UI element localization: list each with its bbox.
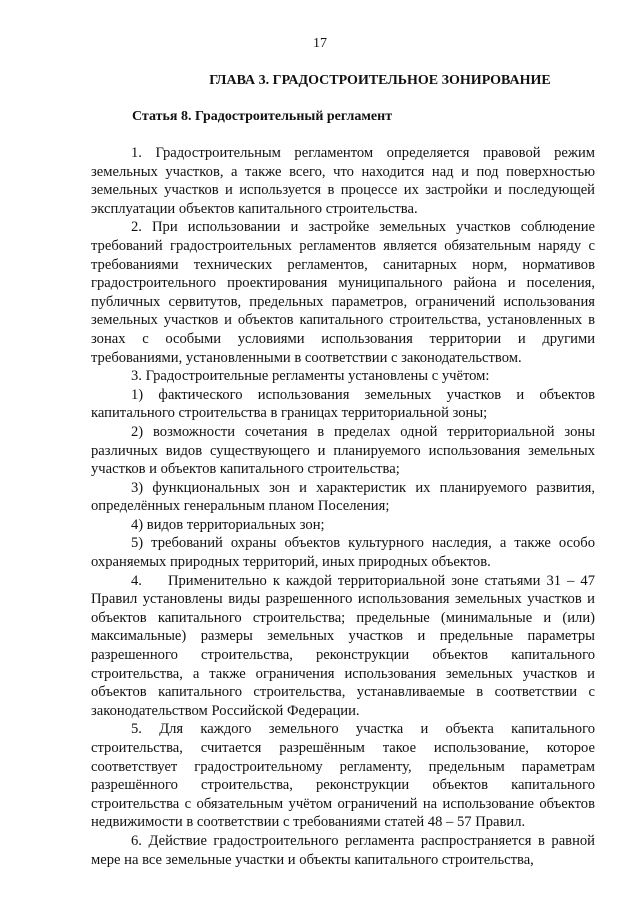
paragraph-5: 5. Для каждого земельного участка и объекта капитального строительства, считается разрешённым такое использование, которое соответствует градостроительному регламенту, предельным параметрам разрешённого строительства, реконструкции объектов капитального строительства с обязательным учётом ограничений на использование объектов недвижимости в соответствии с требованиями статей 48 – 57 Правил. <box>91 721 595 831</box>
list-item-4: 4) видов территориальных зон; <box>131 516 325 533</box>
paragraph-4-text: Применительно к каждой территориальной зоне статьями 31 – 47 Правил установлены виды разрешенного использования земельных участков и объектов капитального строительства; предельные (минимальные и (или) максимальные) размеры земельных участков и предельные параметры разрешенного строительства, реконструкции объектов капитального строительства, а также ограничения использования земельных участков и объектов капитального строительства, устанавливаемые в соответствии с законодательством Российской Федерации. <box>91 572 595 719</box>
paragraph-1: 1. Градостроительным регламентом определяется правовой режим земельных участков, а также всего, что находится над и под поверхностью земельных участков и используется в процессе их застройки и последующей эксплуатации объектов капитального строительства. <box>91 145 595 217</box>
article-title: Статья 8. Градостроительный регламент <box>132 109 393 124</box>
article-body <box>91 144 595 869</box>
page-number: 17 <box>313 36 327 51</box>
list-item-1: 1) фактического использования земельных участков и объектов капитального строительства в границах территориальной зоны; <box>91 386 595 422</box>
paragraph-2: 2. При использовании и застройке земельных участков соблюдение требований градостроительных регламентов является обязательным наряду с требованиями технических регламентов, санитарных норм, нормативов градостроительного проектирования муниципального района и поселения, публичных сервитутов, предельных параметров, ограничений использования земельных участков и объектов капитального строительства, установленных в зонах с особыми условиями использования территории и другими требованиями, установленными в соответствии с законодательством. <box>91 219 595 366</box>
paragraph-3: 3. Градостроительные регламенты установлены с учётом: <box>131 368 490 385</box>
list-item-5: 5) требований охраны объектов культурного наследия, а также особо охраняемых природных территорий, иных природных объектов. <box>91 535 595 571</box>
list-item-2: 2) возможности сочетания в пределах одной территориальной зоны различных видов существующего и планируемого использования земельных участков и объектов капитального строительства; <box>91 423 595 478</box>
list-item-3: 3) функциональных зон и характеристик их планируемого развития, определённых генеральным планом Поселения; <box>91 479 595 515</box>
paragraph-4-number: 4. <box>131 572 142 589</box>
paragraph-4 <box>91 572 595 721</box>
chapter-title: ГЛАВА 3. ГРАДОСТРОИТЕЛЬНОЕ ЗОНИРОВАНИЕ <box>209 73 551 88</box>
paragraph-6: 6. Действие градостроительного регламента распространяется в равной мере на все земельные участки и объекты капитального строительства, <box>91 832 595 868</box>
